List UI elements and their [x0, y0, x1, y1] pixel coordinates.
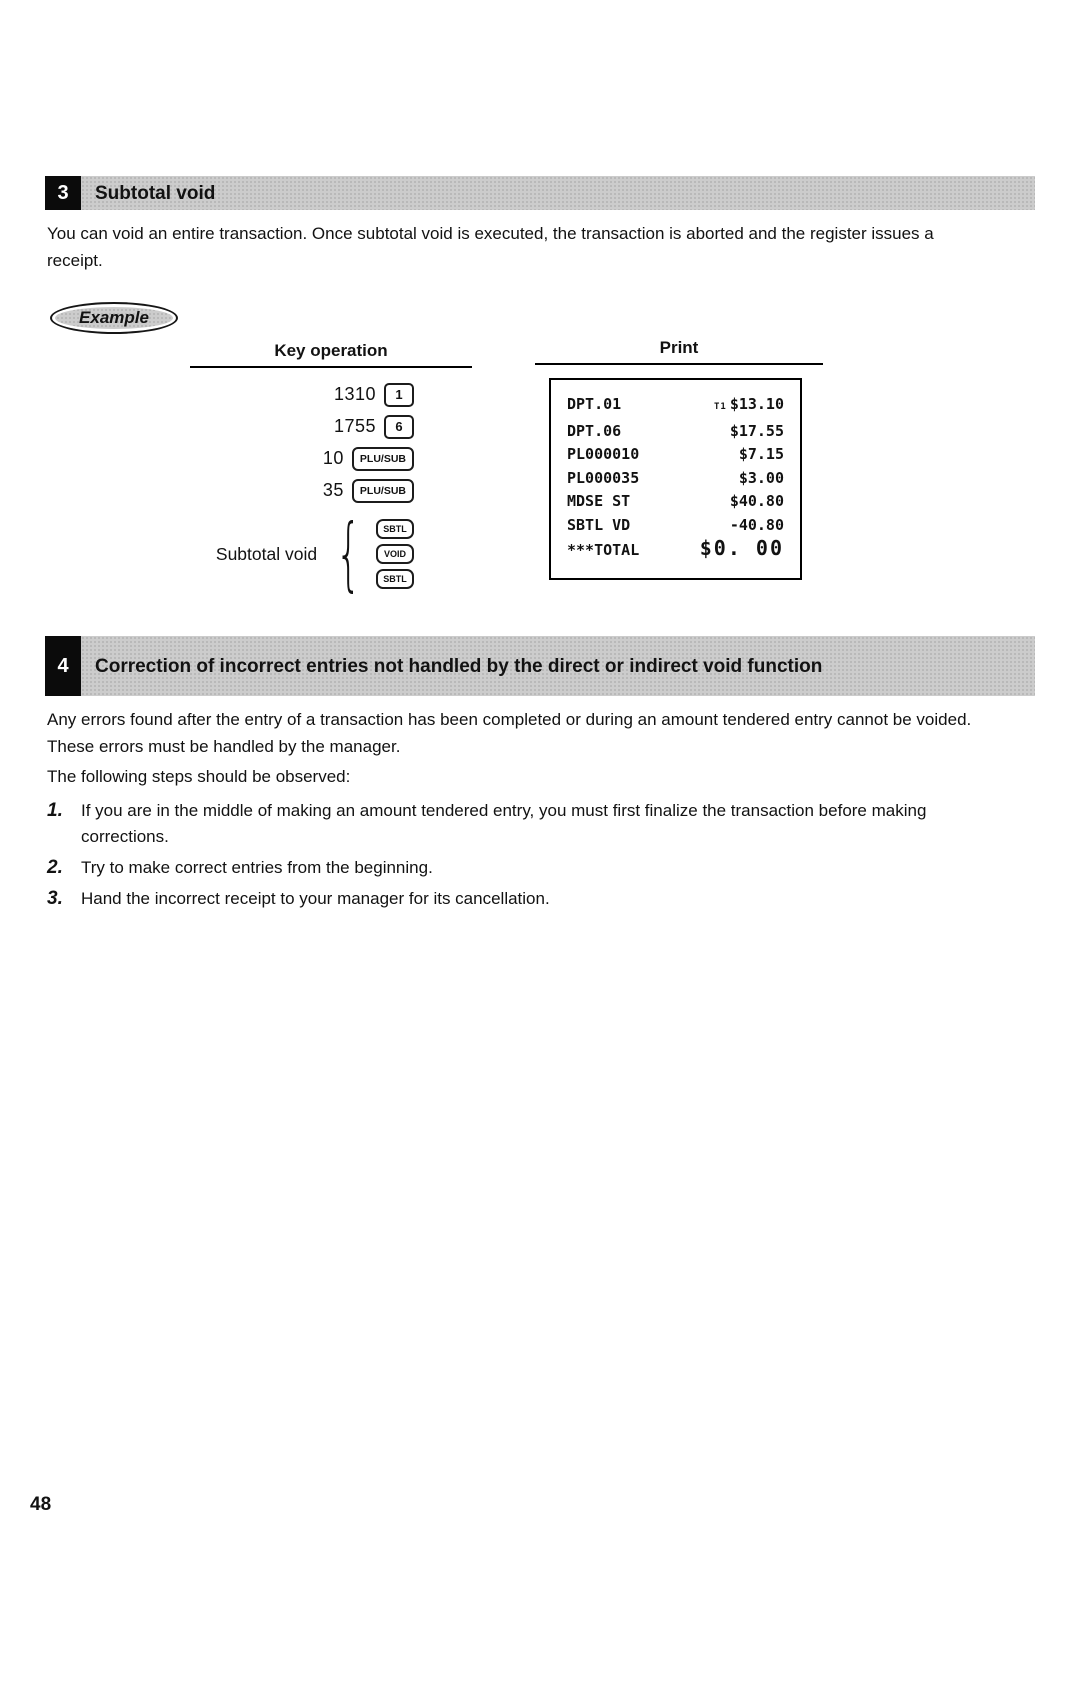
section-4-paragraph: Any errors found after the entry of a transaction has been completed or during an amount tendered entry cannot be voided. These errors must be handled by the manager.	[47, 710, 972, 756]
receipt-line	[567, 467, 784, 491]
subtotal-void-key-group	[216, 514, 414, 594]
register-key-sbtl: SBTL	[376, 569, 414, 589]
receipt-total-amount: $0. 00	[699, 536, 784, 560]
receipt-item-name: ***TOTAL	[567, 541, 640, 559]
step-item	[47, 855, 997, 881]
step-item	[47, 798, 997, 850]
receipt-amount: -40.80	[729, 515, 784, 534]
key-operation-column-header: Key operation	[190, 341, 472, 368]
receipt-amount: $3.00	[738, 468, 784, 487]
step-number: 3.	[47, 888, 63, 909]
receipt-total-line	[567, 537, 784, 563]
step-text: If you are in the middle of making an amount tendered entry, you must first finalize the transaction before making corrections.	[81, 801, 927, 846]
step-item	[47, 886, 997, 912]
step-text: Try to make correct entries from the beginning.	[81, 858, 433, 877]
receipt-item-name: SBTL VD	[567, 515, 631, 534]
key-step-row	[323, 446, 414, 471]
brace-icon	[323, 514, 374, 594]
section-4-title: Correction of incorrect entries not handled by the direct or indirect void function	[95, 655, 823, 677]
example-badge	[50, 302, 178, 334]
step-number: 2.	[47, 857, 63, 878]
register-key-plu-sub: PLU/SUB	[352, 479, 414, 503]
key-step-row	[334, 382, 414, 407]
receipt-amount: $7.15	[738, 445, 784, 463]
entry-value: 1755	[333, 416, 376, 436]
receipt-line	[567, 490, 784, 514]
receipt-amount: $17.55	[729, 421, 784, 440]
receipt-line	[567, 443, 784, 467]
key-operation-sequence	[190, 382, 414, 594]
entry-value: 35	[322, 480, 344, 500]
receipt-item-name: DPT.06	[567, 421, 622, 440]
receipt-item-name: MDSE ST	[567, 492, 631, 510]
receipt-line	[567, 420, 784, 444]
print-column-header: Print	[535, 338, 823, 365]
section-4-body	[47, 706, 1007, 790]
receipt-printout	[549, 378, 802, 580]
section-3-intro-paragraph: You can void an entire transaction. Once subtotal void is executed, the transaction is aborted and the register issues a receipt.	[47, 224, 934, 270]
key-step-row	[323, 478, 414, 503]
receipt-item-name: DPT.01	[567, 395, 622, 413]
subtotal-void-key-stack	[376, 519, 414, 589]
section-3-title: Subtotal void	[95, 182, 216, 204]
register-key-sbtl: SBTL	[376, 519, 414, 539]
correction-steps-list	[47, 798, 997, 912]
subtotal-void-label: Subtotal void	[215, 543, 318, 564]
section-4-header	[45, 636, 1035, 696]
step-text: Hand the incorrect receipt to your manager for its cancellation.	[81, 889, 550, 908]
register-key-1: 1	[384, 383, 414, 407]
receipt-item-name: PL000010	[567, 445, 640, 463]
register-key-plu-sub: PLU/SUB	[352, 447, 414, 471]
section-4-number-badge: 4	[45, 636, 81, 696]
receipt-item-name: PL000035	[567, 468, 640, 487]
tax-flag: T1	[713, 402, 727, 412]
receipt-line	[567, 514, 784, 538]
section-4-paragraph: The following steps should be observed:	[47, 767, 351, 786]
entry-value: 10	[322, 448, 344, 468]
receipt-line	[567, 393, 784, 420]
step-number: 1.	[47, 800, 63, 821]
section-3-number-badge: 3	[45, 176, 81, 210]
receipt-amount: $40.80	[729, 492, 784, 510]
key-step-row	[334, 414, 414, 439]
page-number: 48	[30, 1494, 52, 1515]
register-key-6: 6	[384, 415, 414, 439]
section-3-header	[45, 176, 1035, 210]
example-badge-label: Example	[79, 308, 149, 327]
register-key-void: VOID	[376, 544, 414, 564]
entry-value: 1310	[333, 384, 376, 404]
receipt-amount: $13.10	[729, 395, 784, 413]
